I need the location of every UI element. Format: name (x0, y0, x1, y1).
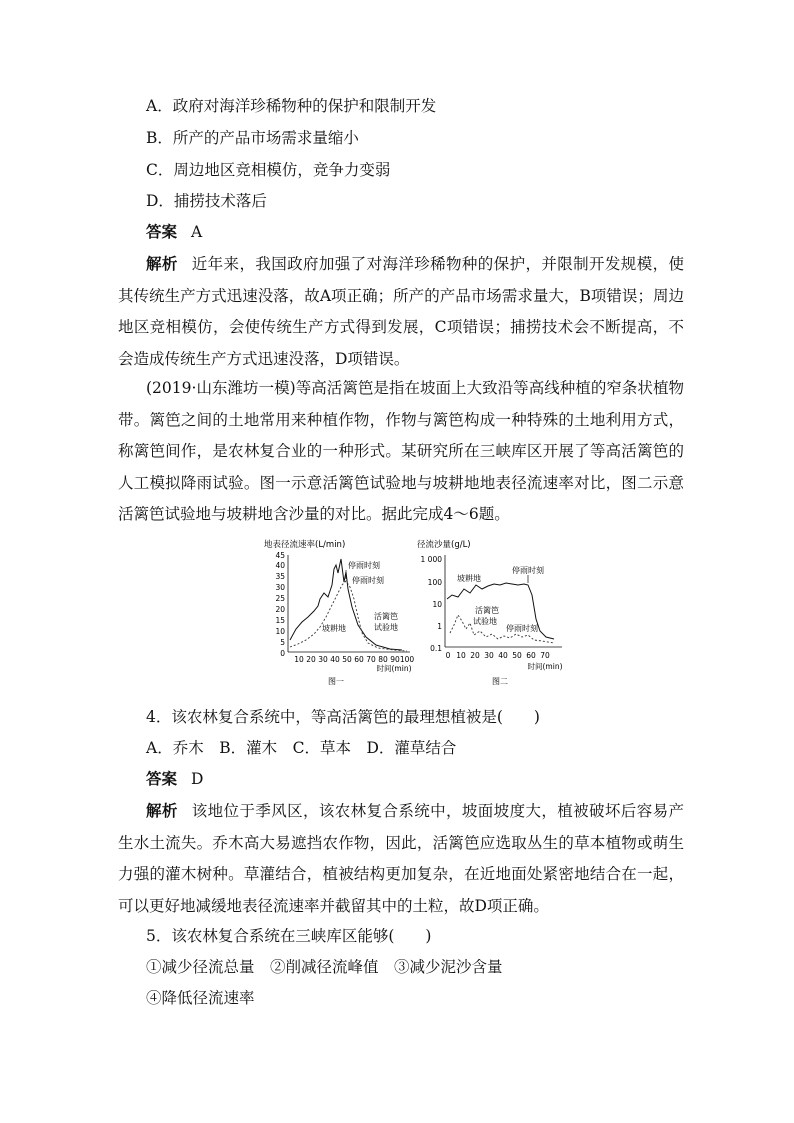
answer-value: A (191, 223, 203, 241)
fig2-xtick: 60 (526, 651, 536, 660)
fig2-ylabel: 径流沙量(g/L) (417, 540, 471, 550)
fig1-ytick: 0 (280, 649, 285, 658)
fig1-xtick: 70 (366, 655, 376, 664)
fig2-xtick: 10 (456, 651, 466, 660)
q4-answer (146, 769, 203, 789)
fig1-label: 试验地 (374, 623, 398, 632)
q3-analysis (118, 249, 684, 375)
analysis-text: 该地位于季风区，该农林复合系统中，坡面坡度大，植被破坏后容易产生水土流失。乔木高大易遮挡农作物，因此，活篱笆应选取丛生的草本植物或萌生力强的灌木树种。草灌结合，植被结构更加复杂，在近地面处紧密地结合在一起，可以更好地减缓地表径流速率并截留其中的土粒，故D项正确。 (118, 802, 684, 915)
fig1-xtick: 100 (399, 655, 415, 664)
fig1-label: 坡耕地 (322, 624, 346, 633)
fig1-xtick: 20 (306, 655, 316, 664)
fig2-ytick: 1 (437, 622, 442, 631)
fig2-curve-hedgerow (450, 615, 554, 643)
fig2-xtick: 40 (498, 651, 508, 660)
analysis-tag: 解析 (146, 255, 178, 273)
fig2-xtick: 70 (540, 651, 550, 660)
fig1-xtick: 50 (342, 655, 352, 664)
fig1-ytick: 40 (275, 561, 285, 570)
q3-option-a: A．政府对海洋珍稀物种的保护和限制开发 (146, 97, 437, 115)
fig2-ytick: 1 000 (420, 555, 442, 564)
fig2-caption: 图二 (492, 677, 508, 686)
fig1-ytick: 35 (275, 572, 285, 581)
fig1-ytick: 30 (275, 583, 285, 592)
answer-tag: 答案 (146, 770, 178, 788)
fig2-xtick: 30 (484, 651, 494, 660)
answer-value: D (191, 770, 204, 788)
fig2-xtick: 20 (470, 651, 480, 660)
fig1-ytick: 15 (275, 616, 285, 625)
q3-option-d: D．捕捞技术落后 (146, 192, 267, 210)
fig2-ytick: 0.1 (430, 644, 442, 653)
fig1-caption: 图一 (328, 677, 344, 686)
q3-answer (146, 222, 202, 242)
q5-items-line1: ①减少径流总量 ②削减径流峰值 ③减少泥沙含量 (146, 958, 503, 976)
fig1-label: 停雨时刻 (352, 576, 384, 585)
fig1-ytick: 10 (275, 627, 285, 636)
fig1-ytick: 5 (280, 638, 285, 647)
q4-stem: 4．该农林复合系统中，等高活篱笆的最理想植被是( ) (146, 708, 540, 726)
fig1-xlabel: 时间(min) (376, 664, 412, 673)
fig1-label: 活篱笆 (374, 612, 398, 621)
fig2-ytick: 100 (427, 578, 442, 587)
material-paragraph: (2019·山东潍坊一模)等高活篱笆是指在坡面上大致沿等高线种植的窄条状植物带。篱笆之间的土地常用来种植作物，作物与篱笆构成一种特殊的土地利用方式，称篱笆间作，是农林复合业的一种形式。某研究所在三峡库区开展了等高活篱笆的人工模拟降雨试验。图一示意活篱笆试验地与坡耕地地表径流速率对比，图二示意活篱笆试验地与坡耕地含沙量的对比。据此完成4～6题。 (118, 379, 684, 523)
fig2-label: 活篱笆 (475, 606, 499, 615)
q5-items-line2: ④降低径流速率 (146, 989, 255, 1007)
figure-two (417, 539, 563, 686)
figure-one (264, 539, 414, 686)
fig2-label: 停雨时刻 (506, 624, 538, 633)
fig1-label: 停雨时刻 (348, 561, 380, 570)
fig1-xtick: 90 (390, 655, 400, 664)
q3-option-c: C．周边地区竞相模仿，竞争力变弱 (146, 161, 391, 179)
fig1-xtick: 60 (354, 655, 364, 664)
fig2-xlabel: 时间(min) (527, 662, 563, 671)
q3-option-b: B．所产的产品市场需求量缩小 (146, 129, 359, 147)
analysis-text: 近年来，我国政府加强了对海洋珍稀物种的保护，并限制开发规模，使其传统生产方式迅速没落，故A项正确；所产的产品市场需求量大，B项错误；周边地区竞相模仿，会使传统生产方式得到发展，C项错误；捕捞技术会不断提高，不会造成传统生产方式迅速没落，D项错误。 (118, 255, 684, 368)
fig2-label: 坡耕地 (457, 574, 481, 583)
q5-stem: 5．该农林复合系统在三峡库区能够( ) (146, 927, 432, 945)
fig2-xtick: 0 (445, 651, 451, 660)
fig1-xtick: 40 (330, 655, 340, 664)
fig1-xtick: 80 (378, 655, 388, 664)
fig2-label: 试验地 (473, 617, 497, 626)
fig2-xtick: 50 (512, 651, 522, 660)
fig2-ytick: 10 (432, 600, 442, 609)
analysis-tag: 解析 (146, 802, 178, 820)
fig1-ytick: 20 (275, 605, 285, 614)
fig1-xtick: 10 (294, 655, 304, 664)
q4-analysis (118, 796, 684, 922)
figure (262, 537, 572, 687)
q4-options: A．乔木 B．灌木 C．草本 D．灌草结合 (146, 739, 457, 757)
answer-tag: 答案 (146, 223, 178, 241)
fig1-ylabel: 地表径流速率(L/min) (264, 540, 346, 550)
fig1-xtick: 30 (318, 655, 328, 664)
fig2-label: 停雨时刻 (512, 566, 544, 575)
fig1-ytick: 25 (275, 594, 285, 603)
fig1-ytick: 45 (275, 551, 285, 560)
